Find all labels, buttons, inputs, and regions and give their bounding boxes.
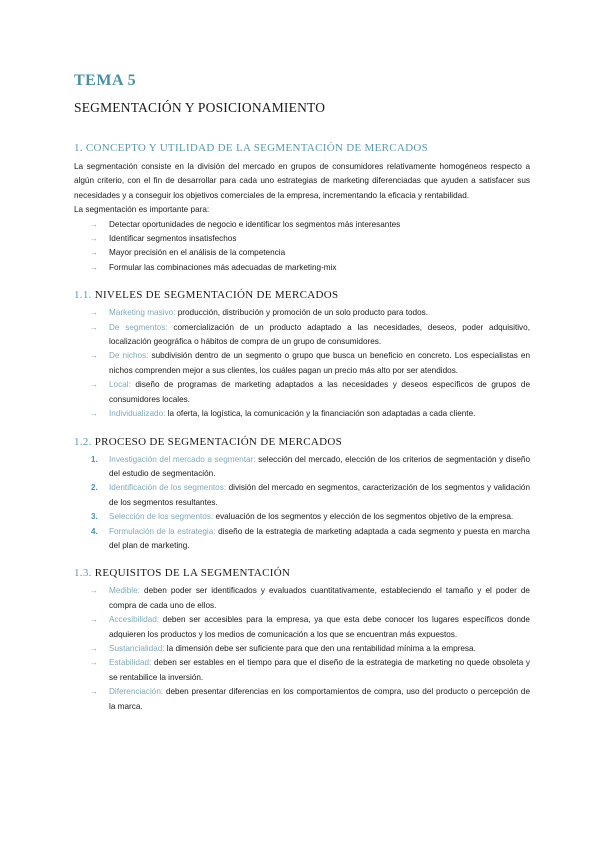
section-1-2-heading (74, 436, 530, 448)
term-label: Local: (109, 380, 131, 390)
list-item: → Medible: deben poder ser identificados y evaluados cuantitativamente, estableciendo el tamaño y el poder de compra de cada uno de ellos. (90, 586, 530, 610)
list-item: 4. Formulación de la estrategia: diseño de la estrategia de marketing adaptada a cada segmento y puesta en marcha del plan de marketing. (91, 526, 530, 550)
term-label: Selección de los segmentos: (109, 512, 214, 522)
arrow-icon: → (90, 322, 98, 332)
list-item: → Sustancialidad: la dimensión debe ser suficiente para que den una rentabilidad mínima a la empresa. (74, 642, 530, 656)
term-label: De segmentos: (109, 322, 168, 332)
list-item: 2. Identificación de los segmentos: división del mercado en segmentos, caracterización de los segmentos y validación de los segmentos resultantes. (91, 483, 531, 507)
arrow-icon: → (90, 351, 98, 361)
arrow-icon: → (90, 658, 98, 668)
term-label: Sustancialidad: (109, 643, 165, 653)
term-label: Formulación de la estrategia: (109, 526, 216, 536)
term-label: Diferenciación: (109, 687, 164, 697)
section-1-3-heading (74, 567, 530, 579)
arrow-icon: → (90, 615, 98, 625)
term-label: Investigación del mercado a segmentar: (109, 454, 256, 464)
section-number: 1.2. (74, 435, 92, 448)
item-number: 3. (91, 512, 98, 522)
list-item: → Diferenciación: deben presentar diferencias en los comportamientos de compra, uso del producto o percepción de la marca. (90, 687, 530, 711)
term-label: Individualizado: (109, 409, 166, 419)
section-number: 1.3. (74, 567, 92, 580)
list-item: → De segmentos: comercialización de un producto adaptado a las necesidades, deseos, poder adquisitivo, localización geográfica o hábitos de compra de un grupo de consumidores. (90, 322, 530, 347)
item-number: 2. (91, 483, 98, 493)
item-number: 1. (91, 454, 98, 464)
arrow-icon: → (90, 262, 98, 272)
arrow-icon: → (90, 308, 98, 318)
list-item: → Accesibilidad: deben ser accesibles para la empresa, ya que esta debe conocer los lugares específicos donde adquieren los productos y los medios de comunicación a los que se encuentran más expuestos. (90, 615, 530, 639)
list-item: → Mayor precisión en el análisis de la competencia (74, 246, 530, 260)
section-title: REQUISITOS DE LA SEGMENTACIÓN (94, 567, 291, 580)
term-label: Medible: (109, 586, 140, 596)
list-item: → Estabilidad: deben ser estables en el tiempo para que el diseño de la estrategia de marketing no quede obsoleta y se rentabilice la inversión. (90, 658, 530, 682)
section-title: PROCESO DE SEGMENTACIÓN DE MERCADOS (94, 435, 343, 448)
term-label: Identificación de los segmentos: (109, 483, 227, 493)
section-1-1-list (74, 306, 530, 421)
document-page (74, 72, 530, 714)
list-item: → De nichos: subdivisión dentro de un segmento o grupo que busca un beneficio en concreto. Los especialistas en nichos comprenden mejor a sus clientes, los cuáles pagan un precio más alto por ser atendidos. (90, 351, 531, 375)
term-label: De nichos: (109, 351, 149, 361)
term-label: Estabilidad: (109, 658, 152, 668)
list-item: → Identificar segmentos insatisfechos (74, 232, 530, 246)
list-item: → Detectar oportunidades de negocio e identificar los segmentos más interesantes (74, 218, 530, 232)
item-number: 4. (91, 526, 98, 536)
list-item: → Marketing masivo: producción, distribución y promoción de un solo producto para todos. (74, 306, 530, 320)
arrow-icon: → (90, 234, 98, 244)
section-1-heading: 1. CONCEPTO Y UTILIDAD DE LA SEGMENTACIÓN DE MERCADOS (74, 142, 429, 154)
section-1-1-heading (74, 289, 530, 301)
document-title: SEGMENTACIÓN Y POSICIONAMIENTO (74, 100, 326, 115)
section-1-3-list (74, 584, 530, 714)
term-label: Accesibilidad: (109, 615, 160, 625)
list-item: 3. Selección de los segmentos: evaluación de los segmentos y elección de los segmentos objetivo de la empresa. (74, 510, 530, 524)
tema-label: TEMA 5 (74, 72, 137, 89)
arrow-icon: → (90, 248, 98, 258)
section-1-intro: La segmentación es importante para: (74, 205, 210, 215)
list-item: → Local: diseño de programas de marketing adaptados a las necesidades y deseos específicos de grupos de consumidores locales. (90, 380, 530, 404)
list-item: → Formular las combinaciones más adecuadas de marketing-mix (74, 261, 530, 275)
section-1-paragraph: La segmentación consiste en la división del mercado en grupos de consumidores relativamente homogéneos respecto a algún criterio, con el fin de desarrollar para cada uno estrategias de marketing diferenciadas que ayuden a satisfacer sus necesidades y a conseguir los objetivos comerciales de la empresa, incrementando la eficacia y rentabilidad. (74, 162, 530, 200)
arrow-icon: → (90, 409, 98, 419)
section-number: 1.1. (74, 289, 92, 302)
arrow-icon: → (90, 380, 98, 390)
section-title: NIVELES DE SEGMENTACIÓN DE MERCADOS (94, 289, 339, 302)
arrow-icon: → (90, 586, 98, 596)
arrow-icon: → (90, 219, 98, 229)
arrow-icon: → (90, 643, 98, 653)
list-item: 1. Investigación del mercado a segmentar: selección del mercado, elección de los criterios de segmentación y diseño del estudio de segmentación. (91, 454, 530, 478)
list-item: → Individualizado: la oferta, la logística, la comunicación y la financiación son adaptadas a cada cliente. (74, 407, 530, 421)
arrow-icon: → (90, 687, 98, 697)
section-1-list (74, 218, 530, 276)
section-1-2-list (74, 453, 530, 554)
term-label: Marketing masivo: (109, 308, 176, 318)
